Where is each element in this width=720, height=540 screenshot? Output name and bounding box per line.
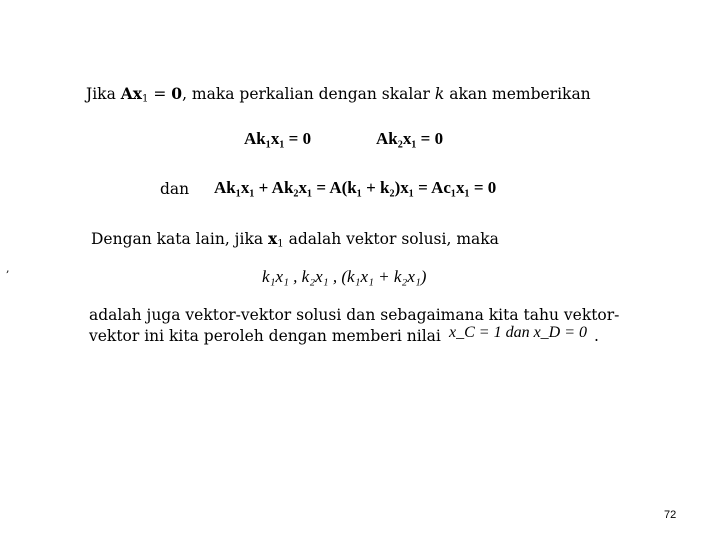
statement-line-1: Jika $Ax_1 = 0$, maka perkalian dengan skalar k akan memberikan	[86, 84, 591, 105]
page-number: 72	[664, 509, 677, 521]
paragraph-line-b: vektor ini kita peroleh dengan memberi nilai	[89, 327, 441, 345]
scalar-k: k	[434, 85, 445, 103]
solution-vectors: k₁x₁ , k₂x₁ , (k₁x₁ + k₂x₁)	[262, 267, 427, 286]
dan-label: dan	[160, 180, 190, 198]
equation-sum: Ak₁x₁ + Ak₂x₁ = A(k₁ + k₂)x₁ = Ac₁x₁ = 0	[214, 178, 497, 197]
matrix-A: A	[120, 84, 133, 103]
vector-x-2: x	[268, 229, 278, 248]
statement-line-2: Dengan kata lain, jika $x_1$ adalah vektor solusi, maka	[91, 229, 499, 250]
equation-Ak2x1: Ak₂x₁ = 0	[376, 129, 444, 148]
inline-math-xC-xD: x_C = 1 dan x_D = 0	[449, 324, 588, 341]
paragraph-line-a: adalah juga vektor-vektor solusi dan sebagaimana kita tahu vektor-	[89, 306, 620, 324]
stray-comma: ,	[6, 262, 10, 275]
vector-x: x	[132, 84, 143, 103]
equation-Ak1x1: Ak₁x₁ = 0	[244, 129, 312, 148]
zero-vector: 0	[171, 84, 183, 103]
paragraph-end-period: .	[594, 327, 599, 345]
